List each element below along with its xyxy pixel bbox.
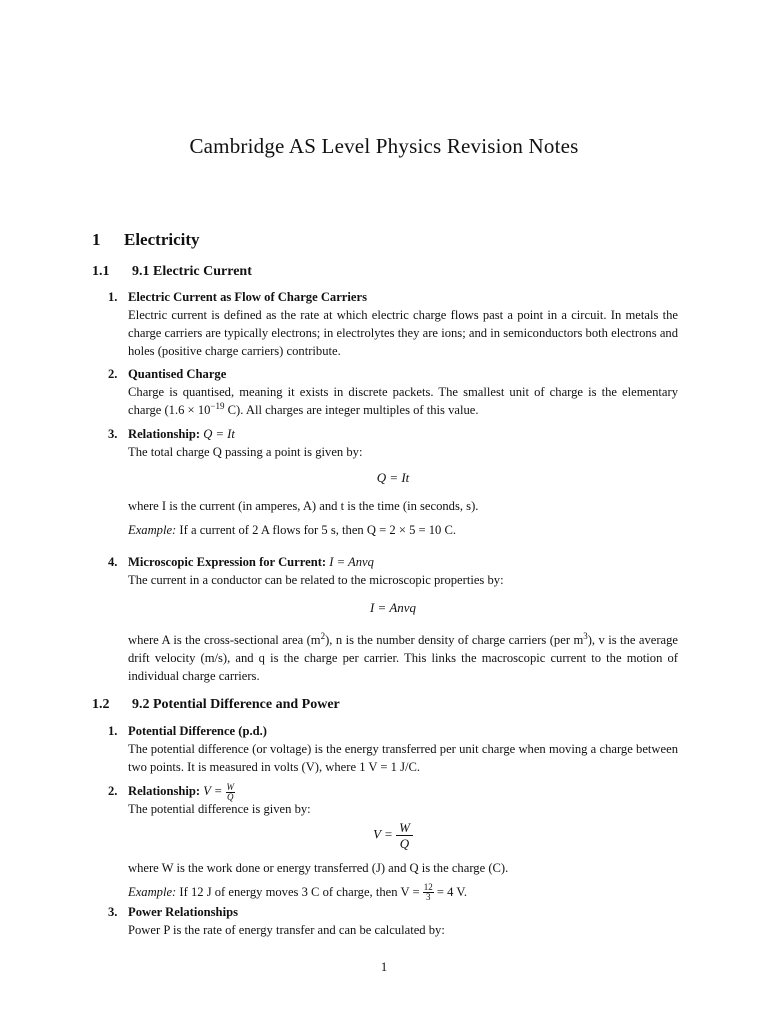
example-body: = 4 V. bbox=[436, 884, 467, 899]
body-text: The total charge Q passing a point is given by: bbox=[128, 445, 363, 459]
item-heading bbox=[108, 288, 678, 306]
item-heading-text: Electric Current as Flow of Charge Carriers bbox=[128, 290, 367, 304]
section-heading bbox=[92, 230, 200, 250]
body-text: C). All charges are integer multiples of this value. bbox=[224, 403, 479, 417]
display-equation: I = Anvq bbox=[369, 600, 417, 615]
item-body: Electric current is defined as the rate at which electric charge flows past a point in a circuit. In metals the charge carriers are typically electrons; in electrolytes they are ions; and in semiconductors both electrons and holes (positive charge carriers) contribute. bbox=[128, 308, 678, 358]
item-heading-text: Relationship: bbox=[128, 427, 201, 441]
body-text bbox=[108, 631, 678, 685]
example-body: If 12 J of energy moves 3 C of charge, then V = bbox=[176, 884, 420, 899]
exponent: 3 bbox=[583, 630, 588, 641]
item-heading bbox=[108, 903, 678, 921]
body-text: Charge is quantised, meaning it exists in discrete packets. The smallest unit of charge is the elementary charge (1.6 × 10 bbox=[128, 385, 678, 417]
item-body: Power P is the rate of energy transfer and can be calculated by: bbox=[128, 923, 445, 937]
fraction-denominator: 3 bbox=[425, 892, 431, 903]
list-item-microscopic-current bbox=[108, 553, 678, 685]
example-fraction bbox=[423, 883, 434, 902]
page-number: 1 bbox=[380, 960, 388, 974]
subsection-number: 1.2 bbox=[92, 697, 110, 712]
item-number: 2. bbox=[108, 784, 118, 798]
exponent: −19 bbox=[210, 400, 225, 411]
example-label: Example: bbox=[128, 884, 177, 899]
item-number: 1. bbox=[108, 724, 118, 738]
body-text: where W is the work done or energy transferred (J) and Q is the charge (C). bbox=[128, 860, 509, 875]
item-heading-text: Microscopic Expression for Current: bbox=[128, 555, 327, 569]
heading-equation: V = bbox=[203, 784, 223, 798]
item-number: 3. bbox=[108, 427, 118, 441]
item-heading-text: Relationship: bbox=[128, 784, 201, 798]
item-body: The potential difference (or voltage) is the energy transferred per unit charge when moving a charge between two points. It is measured in volts (V), where 1 V = 1 J/C. bbox=[128, 742, 678, 774]
heading-equation: Q = It bbox=[203, 427, 235, 441]
heading-equation: I = Anvq bbox=[329, 555, 374, 569]
item-heading bbox=[108, 722, 678, 740]
list-item-potential-difference bbox=[108, 722, 678, 776]
body-text: The potential difference is given by: bbox=[128, 801, 311, 816]
list-item-current-flow bbox=[108, 288, 678, 360]
item-heading-text: Potential Difference (p.d.) bbox=[128, 724, 267, 738]
body-fragment: ), n is the number density of charge carriers (per m bbox=[325, 633, 584, 647]
list-item-quantised-charge bbox=[108, 365, 678, 419]
section-title: Electricity bbox=[124, 230, 200, 249]
heading-fraction bbox=[226, 783, 236, 802]
item-heading-text: Quantised Charge bbox=[128, 367, 227, 381]
subsection-title: 9.2 Potential Difference and Power bbox=[132, 697, 340, 712]
item-number: 4. bbox=[108, 555, 118, 569]
item-heading bbox=[108, 365, 678, 383]
section-number: 1 bbox=[92, 230, 101, 249]
subsection-heading-1-2 bbox=[92, 697, 340, 713]
subsection-heading-1-1 bbox=[92, 264, 252, 280]
fraction-numerator: W bbox=[226, 781, 235, 792]
example-text bbox=[108, 883, 678, 903]
fraction-denominator: Q bbox=[399, 835, 410, 851]
fraction-denominator: Q bbox=[227, 791, 234, 802]
example-label: Example: bbox=[128, 523, 177, 537]
item-body bbox=[108, 383, 678, 419]
list-item-power-relationships bbox=[108, 903, 678, 939]
example-text bbox=[108, 521, 678, 539]
item-number: 2. bbox=[108, 367, 118, 381]
equation-lhs: V = bbox=[373, 826, 393, 842]
display-equation bbox=[108, 820, 678, 851]
display-equation: Q = It bbox=[376, 470, 410, 485]
item-number: 1. bbox=[108, 290, 118, 304]
body-fragment: where A is the cross-sectional area (m bbox=[128, 633, 321, 647]
fraction-numerator: 12 bbox=[423, 882, 433, 893]
item-heading bbox=[108, 553, 678, 571]
body-fragment: ), v is the average drift velocity (m/s), and q is the charge per carrier. This links the macroscopic current to the motion of individual charge carriers. bbox=[128, 633, 678, 683]
subsection-title: 9.1 Electric Current bbox=[132, 264, 252, 279]
document-title: Cambridge AS Level Physics Revision Notes bbox=[189, 134, 579, 158]
example-body: If a current of 2 A flows for 5 s, then Q = 2 × 5 = 10 C. bbox=[176, 523, 457, 537]
fraction-numerator: W bbox=[396, 820, 413, 836]
list-item-voltage-relationship bbox=[108, 782, 678, 902]
list-item-charge-relationship bbox=[108, 425, 678, 539]
subsection-number: 1.1 bbox=[92, 264, 110, 279]
exponent: 2 bbox=[320, 630, 326, 641]
body-text: The current in a conductor can be related to the microscopic properties by: bbox=[128, 573, 504, 587]
item-heading-text: Power Relationships bbox=[128, 905, 238, 919]
display-fraction bbox=[396, 820, 413, 851]
item-heading bbox=[108, 425, 678, 443]
item-number: 3. bbox=[108, 905, 118, 919]
body-text: where I is the current (in amperes, A) and t is the time (in seconds, s). bbox=[128, 499, 479, 513]
